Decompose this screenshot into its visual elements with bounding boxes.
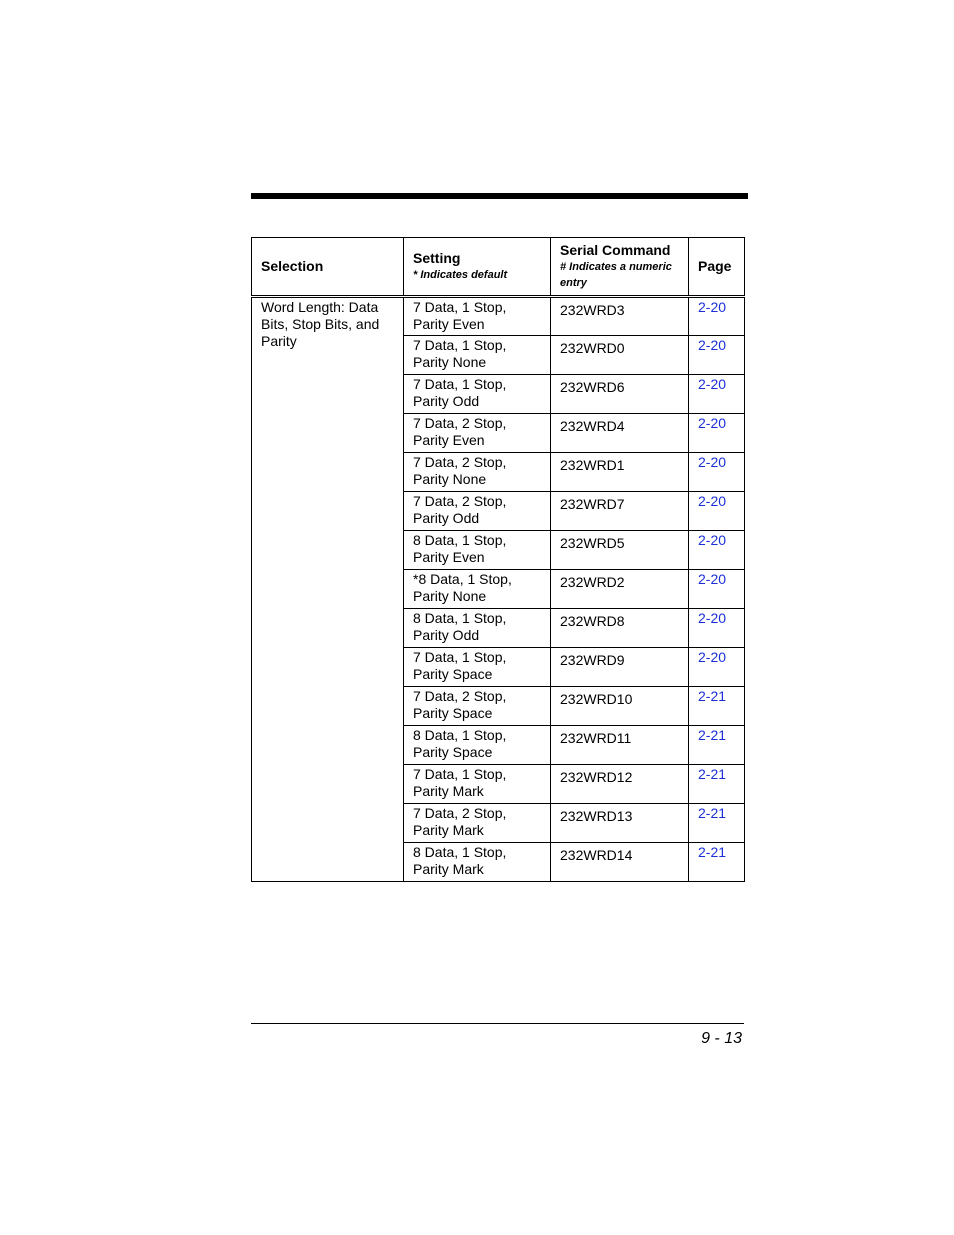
serial-command-cell: 232WRD12 xyxy=(551,765,689,804)
setting-line-1: 7 Data, 2 Stop, xyxy=(413,493,507,509)
setting-line-2: Parity Odd xyxy=(413,627,480,643)
setting-line-1: 7 Data, 1 Stop, xyxy=(413,649,507,665)
page-link[interactable]: 2-20 xyxy=(698,454,727,470)
serial-command-cell: 232WRD7 xyxy=(551,492,689,531)
header-page-label: Page xyxy=(698,258,732,274)
table-header-row xyxy=(252,238,745,297)
page-cell xyxy=(689,492,745,531)
header-setting-note: * Indicates default xyxy=(413,269,508,281)
page-link[interactable]: 2-21 xyxy=(698,727,727,743)
page-link[interactable]: 2-21 xyxy=(698,844,727,860)
page-link[interactable]: 2-20 xyxy=(698,649,727,665)
serial-command-cell: 232WRD14 xyxy=(551,843,689,882)
setting-line-2: Parity Even xyxy=(413,432,485,448)
page-link[interactable]: 2-20 xyxy=(698,571,727,587)
setting-line-2: Parity None xyxy=(413,471,487,487)
top-rule xyxy=(251,193,748,199)
serial-command-cell: 232WRD5 xyxy=(551,531,689,570)
page-cell xyxy=(689,648,745,687)
page-cell xyxy=(689,453,745,492)
table-body xyxy=(252,297,745,882)
header-setting-label: Setting xyxy=(413,250,461,266)
page-cell xyxy=(689,531,745,570)
page-cell xyxy=(689,336,745,375)
setting-line-1: *8 Data, 1 Stop, xyxy=(413,571,512,587)
page-link[interactable]: 2-20 xyxy=(698,337,727,353)
setting-cell xyxy=(404,687,551,726)
page-link[interactable]: 2-20 xyxy=(698,493,727,509)
setting-cell xyxy=(404,492,551,531)
serial-command-cell: 232WRD0 xyxy=(551,336,689,375)
setting-line-2: Parity Even xyxy=(413,316,485,332)
setting-line-1: 7 Data, 1 Stop, xyxy=(413,766,507,782)
setting-cell xyxy=(404,414,551,453)
setting-line-2: Parity Odd xyxy=(413,393,480,409)
page-link[interactable]: 2-21 xyxy=(698,805,727,821)
setting-line-1: 8 Data, 1 Stop, xyxy=(413,610,507,626)
serial-command-cell: 232WRD4 xyxy=(551,414,689,453)
page-cell xyxy=(689,843,745,882)
setting-line-2: Parity Mark xyxy=(413,822,484,838)
page-link[interactable]: 2-20 xyxy=(698,532,727,548)
setting-line-2: Parity Space xyxy=(413,705,493,721)
setting-cell xyxy=(404,726,551,765)
page-cell xyxy=(689,609,745,648)
page-link[interactable]: 2-20 xyxy=(698,610,727,626)
setting-line-1: 7 Data, 2 Stop, xyxy=(413,454,507,470)
page-link[interactable]: 2-20 xyxy=(698,376,727,392)
page-link[interactable]: 2-21 xyxy=(698,766,727,782)
page-cell xyxy=(689,375,745,414)
page-cell xyxy=(689,804,745,843)
setting-line-1: 7 Data, 1 Stop, xyxy=(413,376,507,392)
setting-line-2: Parity Mark xyxy=(413,783,484,799)
page-link[interactable]: 2-20 xyxy=(698,415,727,431)
serial-command-cell: 232WRD1 xyxy=(551,453,689,492)
setting-cell xyxy=(404,648,551,687)
serial-command-cell: 232WRD6 xyxy=(551,375,689,414)
setting-cell xyxy=(404,843,551,882)
page-cell xyxy=(689,414,745,453)
table-row xyxy=(252,297,745,336)
setting-line-1: 8 Data, 1 Stop, xyxy=(413,727,507,743)
setting-cell xyxy=(404,804,551,843)
page-cell xyxy=(689,726,745,765)
serial-command-cell: 232WRD9 xyxy=(551,648,689,687)
setting-cell xyxy=(404,609,551,648)
page-link[interactable]: 2-21 xyxy=(698,688,727,704)
header-selection-label: Selection xyxy=(261,258,324,274)
header-selection xyxy=(252,238,404,297)
setting-cell xyxy=(404,531,551,570)
setting-line-2: Parity None xyxy=(413,588,487,604)
page-number: 9 - 13 xyxy=(701,1030,742,1047)
setting-cell xyxy=(404,336,551,375)
serial-command-cell: 232WRD13 xyxy=(551,804,689,843)
page-link[interactable]: 2-20 xyxy=(698,299,727,315)
setting-line-2: Parity Space xyxy=(413,666,493,682)
header-page xyxy=(689,238,745,297)
header-serial-label: Serial Command xyxy=(560,242,671,258)
setting-line-2: Parity Odd xyxy=(413,510,480,526)
selection-cell: Word Length: Data Bits, Stop Bits, and Parity xyxy=(252,297,404,882)
setting-line-1: 8 Data, 1 Stop, xyxy=(413,844,507,860)
setting-cell xyxy=(404,375,551,414)
setting-cell xyxy=(404,570,551,609)
page-cell xyxy=(689,687,745,726)
setting-line-2: Parity None xyxy=(413,354,487,370)
setting-cell xyxy=(404,453,551,492)
bottom-rule xyxy=(251,1023,744,1024)
setting-line-2: Parity Space xyxy=(413,744,493,760)
page-cell xyxy=(689,297,745,336)
serial-command-cell: 232WRD3 xyxy=(551,297,689,336)
header-serial-note: # Indicates a numeric entry xyxy=(560,261,672,289)
setting-line-1: 7 Data, 2 Stop, xyxy=(413,805,507,821)
header-serial-command xyxy=(551,238,689,297)
setting-line-1: 7 Data, 2 Stop, xyxy=(413,688,507,704)
setting-line-1: 8 Data, 1 Stop, xyxy=(413,532,507,548)
setting-cell xyxy=(404,297,551,336)
serial-command-cell: 232WRD10 xyxy=(551,687,689,726)
setting-line-1: 7 Data, 1 Stop, xyxy=(413,337,507,353)
page-cell xyxy=(689,570,745,609)
setting-line-2: Parity Mark xyxy=(413,861,484,877)
serial-command-cell: 232WRD2 xyxy=(551,570,689,609)
serial-command-table xyxy=(251,237,745,882)
page-cell xyxy=(689,765,745,804)
setting-line-2: Parity Even xyxy=(413,549,485,565)
setting-cell xyxy=(404,765,551,804)
setting-line-1: 7 Data, 2 Stop, xyxy=(413,415,507,431)
serial-command-cell: 232WRD8 xyxy=(551,609,689,648)
serial-command-cell: 232WRD11 xyxy=(551,726,689,765)
setting-line-1: 7 Data, 1 Stop, xyxy=(413,299,507,315)
header-setting xyxy=(404,238,551,297)
